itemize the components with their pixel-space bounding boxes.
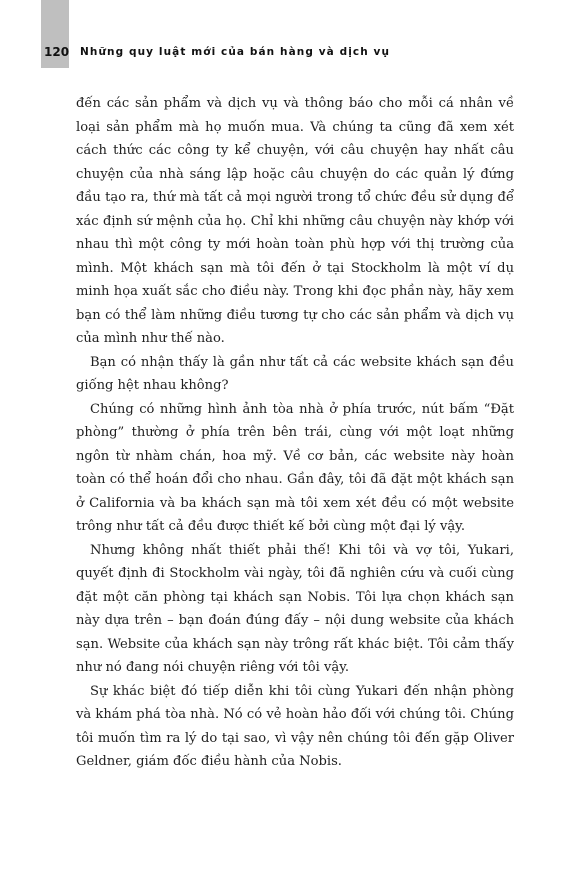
- body-text: [76, 92, 514, 774]
- paragraph-4: Nhưng không nhất thiết phải thế! Khi tôi và vợ tôi, Yukari, quyết định đi Stockholm vài ngày, tôi đã nghiên cứu và cuối cùng đặt một căn phòng tại khách sạn Nobis. Tôi lựa chọn khách sạn này dựa trên – bạn đoán đúng đấy – nội dung website của khách sạn. Website của khách sạn này trông rất khác biệt. Tôi cảm thấy như nó đang nói chuyện riêng với tôi vậy.: [76, 542, 514, 675]
- paragraph-5: Sự khác biệt đó tiếp diễn khi tôi cùng Yukari đến nhận phòng và khám phá tòa nhà. Nó có vẻ hoàn hảo đối với chúng tôi. Chúng tôi muốn tìm ra lý do tại sao, vì vậy nên chúng tôi đến gặp Oliver Geldner, giám đốc điều hành của Nobis.: [76, 683, 514, 769]
- paragraph-3: Chúng có những hình ảnh tòa nhà ở phía trước, nút bấm “Đặt phòng” thường ở phía trên bên trái, cùng với một loạt những ngôn từ nhàm chán, hoa mỹ. Về cơ bản, các website này hoàn toàn có thể hoán đổi cho nhau. Gần đây, tôi đã đặt một khách sạn ở California và ba khách sạn mà tôi xem xét đều có một website trông như tất cả đều được thiết kế bởi cùng một đại lý vậy.: [76, 401, 514, 534]
- running-head-title: Những quy luật mới của bán hàng và dịch vụ: [80, 46, 391, 58]
- page-number: 120: [44, 45, 70, 59]
- paragraph-1: đến các sản phẩm và dịch vụ và thông báo cho mỗi cá nhân về loại sản phẩm mà họ muốn mua. Và chúng ta cũng đã xem xét cách thức các công ty kể chuyện, với câu chuyện hay nhất câu chuyện của nhà sáng lập hoặc câu chuyện do các quản lý đứng đầu tạo ra, thứ mà tất cả mọi người trong tổ chức đều sử dụng để xác định sứ mệnh của họ. Chỉ khi những câu chuyện này khớp với nhau thì một công ty mới hoàn toàn phù hợp với thị trường của mình. Một khách sạn mà tôi đến ở tại Stockholm là một ví dụ minh họa xuất sắc cho điều này. Trong khi đọc phần này, hãy xem bạn có thể làm những điều tương tự cho các sản phẩm và dịch vụ của mình như thế nào.: [76, 96, 514, 346]
- paragraph-2: Bạn có nhận thấy là gần như tất cả các website khách sạn đều giống hệt nhau không?: [76, 354, 514, 393]
